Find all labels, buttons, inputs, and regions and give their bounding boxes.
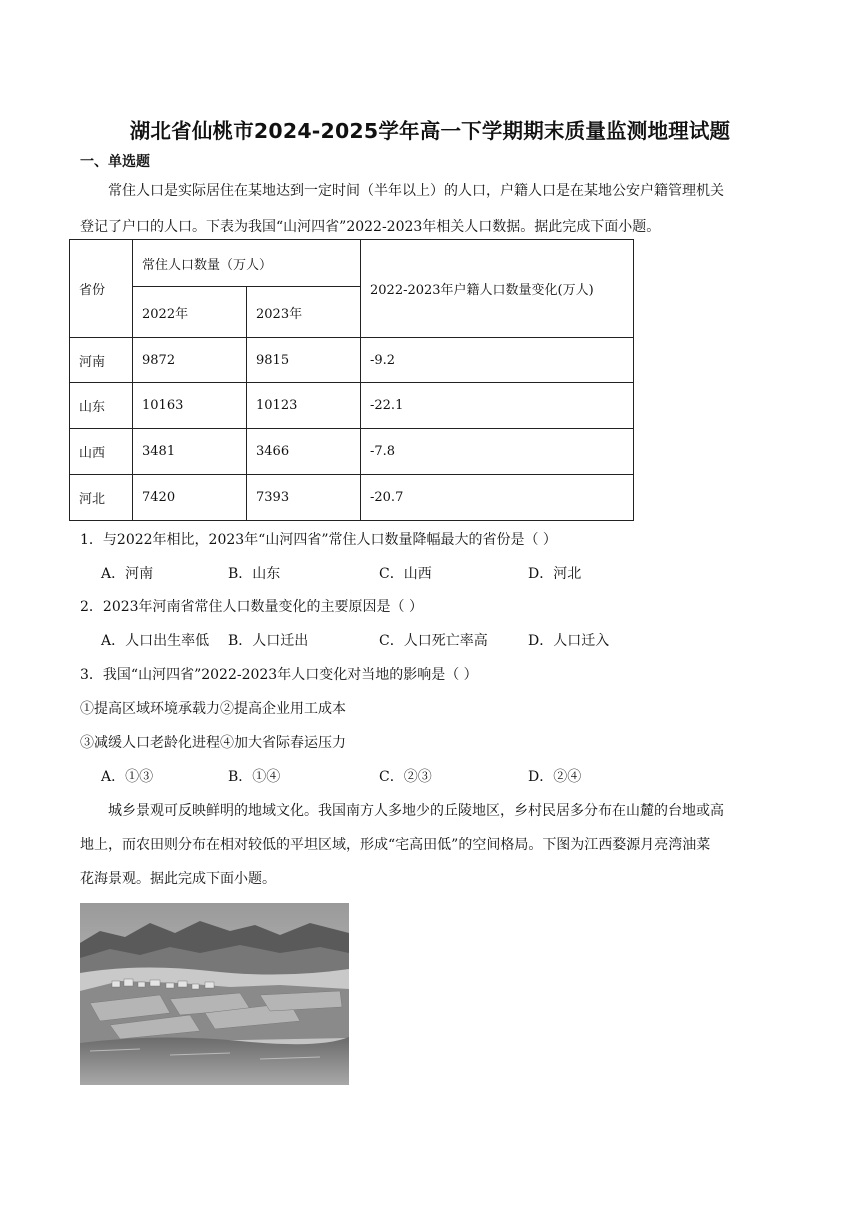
cell-2022: 7420	[133, 475, 247, 521]
cell-change: -9.2	[361, 338, 634, 383]
q1-option-b[interactable]: B．山东	[228, 566, 281, 582]
intro1-line2: 登记了户口的人口。下表为我国“山河四省”2022-2023年相关人口数据。据此完成下面小题。	[80, 219, 661, 235]
question-1-stem: 1．与2022年相比，2023年“山河四省”常住人口数量降幅最大的省份是（ ）	[80, 532, 557, 548]
cell-province: 河北	[70, 475, 133, 521]
q2-option-a[interactable]: A．人口出生率低	[101, 633, 210, 649]
q3-option-d[interactable]: D．②④	[528, 769, 582, 785]
q1-option-d[interactable]: D．河北	[528, 566, 582, 582]
q3-option-a[interactable]: A．①③	[101, 769, 154, 785]
section-heading: 一、单选题	[80, 154, 150, 170]
cell-2023: 7393	[247, 475, 361, 521]
table-row	[70, 383, 634, 429]
q3-option-c[interactable]: C．②③	[379, 769, 432, 785]
cell-2022: 10163	[133, 383, 247, 429]
header-resident: 常住人口数量（万人）	[133, 240, 361, 287]
header-change: 2022-2023年户籍人口数量变化(万人)	[361, 240, 634, 338]
q3-option-b[interactable]: B．①④	[228, 769, 281, 785]
q2-option-d[interactable]: D．人口迁入	[528, 633, 610, 649]
cell-change: -7.8	[361, 429, 634, 475]
header-2023: 2023年	[247, 287, 361, 338]
cell-2023: 9815	[247, 338, 361, 383]
cell-province: 山西	[70, 429, 133, 475]
intro2-line1: 城乡景观可反映鲜明的地域文化。我国南方人多地少的丘陵地区，乡村民居多分布在山麓的台地或高	[108, 803, 724, 819]
intro2-line2: 地上，而农田则分布在相对较低的平坦区域，形成“宅高田低”的空间格局。下图为江西婺源月亮湾油菜	[80, 837, 711, 853]
intro2-line3: 花海景观。据此完成下面小题。	[80, 871, 276, 887]
q2-option-b[interactable]: B．人口迁出	[228, 633, 309, 649]
cell-province: 河南	[70, 338, 133, 383]
population-table	[69, 239, 634, 521]
cell-2023: 10123	[247, 383, 361, 429]
question-3-stem: 3．我国“山河四省”2022-2023年人口变化对当地的影响是（ ）	[80, 667, 478, 683]
table-row	[70, 475, 634, 521]
q2-option-c[interactable]: C．人口死亡率高	[379, 633, 488, 649]
cell-2023: 3466	[247, 429, 361, 475]
cell-2022: 9872	[133, 338, 247, 383]
table-row	[70, 429, 634, 475]
cell-change: -22.1	[361, 383, 634, 429]
question-2-stem: 2．2023年河南省常住人口数量变化的主要原因是（ ）	[80, 599, 423, 615]
header-province: 省份	[70, 240, 133, 338]
landscape-illustration	[80, 903, 349, 1085]
q1-option-a[interactable]: A．河南	[101, 566, 154, 582]
question-3-statements-2: ③减缓人口老龄化进程④加大省际春运压力	[80, 735, 346, 751]
landscape-photo	[80, 903, 349, 1085]
q1-option-c[interactable]: C．山西	[379, 566, 432, 582]
page-title: 湖北省仙桃市2024-2025学年高一下学期期末质量监测地理试题	[129, 119, 731, 143]
cell-province: 山东	[70, 383, 133, 429]
intro1-line1: 常住人口是实际居住在某地达到一定时间（半年以上）的人口，户籍人口是在某地公安户籍管理机关	[108, 183, 724, 199]
cell-2022: 3481	[133, 429, 247, 475]
cell-change: -20.7	[361, 475, 634, 521]
table-row	[70, 338, 634, 383]
header-2022: 2022年	[133, 287, 247, 338]
question-3-statements-1: ①提高区域环境承载力②提高企业用工成本	[80, 701, 346, 717]
